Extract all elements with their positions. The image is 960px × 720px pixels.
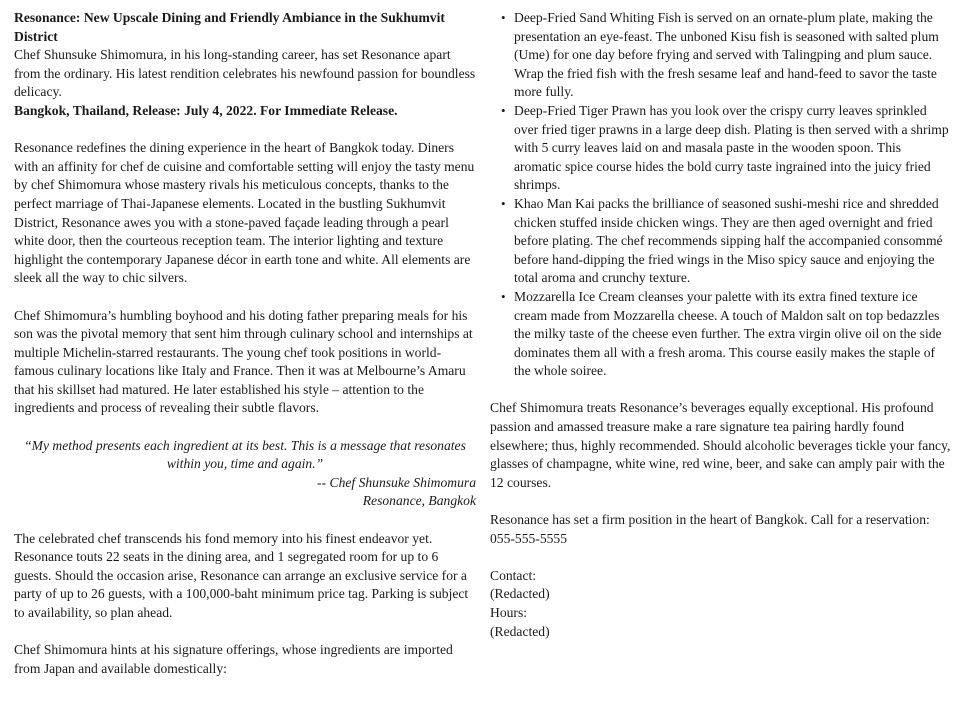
venue-details-paragraph: The celebrated chef transcends his fond memory into his finest endeavor yet. Resonance touts 22 seats in the dining area, and 1 segregated room for up to 6 guests. Should the occasion arise, Resonance can arrange an exclusive service for a party of up to 26 guests, with a 100,000-baht minimum price tag. Parking is subject to availability, so plan ahead. [14, 530, 469, 620]
spacer [490, 381, 952, 400]
bullet-icon: • [501, 195, 506, 211]
press-release-title: Resonance: New Upscale Dining and Friendly Ambiance in the Sukhumvit District [14, 10, 445, 44]
list-item [490, 102, 952, 195]
spacer [490, 548, 952, 567]
hours-label: Hours: [490, 605, 528, 620]
intro-paragraph: Resonance redefines the dining experience in the heart of Bangkok today. Diners with an affinity for chef de cuisine and comfortable setting will enjoy the tasty menu by chef Shimomura whose mastery rivals his meticulous concepts, thanks to the perfect marriage of Thai-Japanese elements. Located in the bustling Sukhumvit District, Resonance awes you with a stone-paved façade leading through a pearl white door, then the courteous reception team. The interior lighting and texture highlight the contemporary Japanese décor in earth tone and white. All elements are sleek all the way to chic silvers. [14, 140, 475, 286]
list-item [490, 288, 952, 381]
quote-attribution-name: -- Chef Shunsuke Shimomura [317, 474, 476, 490]
chef-quote-block [14, 437, 476, 511]
offering-text: Deep-Fried Tiger Prawn has you look over the crispy curry leaves sprinkled over fried tiger prawns in a large deep dish. Plating is then served with a shrimp with 5 curry leaves laid on and masala paste in the wooden spoon. This aromatic spice course hides the bold curry taste ingrained into the juicy fried shrimps. [514, 102, 949, 193]
signature-offerings-list [490, 9, 952, 381]
phone-number: 055-555-5555 [490, 530, 568, 546]
list-item [490, 195, 952, 288]
hours-value: (Redacted) [490, 623, 550, 639]
press-release-subtitle: Chef Shunsuke Shimomura, in his long-standing career, has set Resonance apart from the ordinary. His latest rendition celebrates his newfound passion for boundless delicacy. [14, 47, 476, 100]
dateline: Bangkok, Thailand, Release: July 4, 2022. For Immediate Release. [14, 102, 398, 118]
chef-quote: “My method presents each ingredient at its best. This is a message that resonates within you, time and again.” [24, 437, 466, 472]
beverages-paragraph: Chef Shimomura treats Resonance’s beverages equally exceptional. His profound passion and amassed treasure make a rare signature tea pairing hardly found elsewhere; thus, highly recommended. Should alcoholic beverages tickle your fancy, glasses of champagne, white wine, red wine, beer, and sake can amply pair with the 12 courses. [490, 400, 951, 490]
bullet-icon: • [501, 102, 506, 118]
spacer [14, 623, 476, 642]
bullet-icon: • [501, 10, 506, 25]
left-column [14, 9, 476, 678]
chef-background-paragraph: Chef Shimomura’s humbling boyhood and his doting father preparing meals for his son was the pivotal memory that sent him through culinary school and internships at multiple Michelin-starred restaurants. The young chef took positions in world-famous culinary locations like Italy and France. Then it was at Melbourne’s Amaru that his skillset had matured. He later established his style – attention to the ingredients and process of revealing their subtle flavors. [14, 307, 473, 416]
contact-label: Contact: [490, 567, 537, 583]
offerings-intro-paragraph: Chef Shimomura hints at his signature offerings, whose ingredients are imported from Japan and available domestically: [14, 642, 453, 676]
quote-attribution-place: Resonance, Bangkok [362, 493, 476, 509]
list-item [490, 9, 952, 102]
offering-text: Khao Man Kai packs the brilliance of seasoned sushi-meshi rice and shredded chicken stuffed inside chicken wings. They are then aged overnight and fried before plating. The chef recommends sipping half the accompanied consommé before hand-dipping the fried wings in the Miso spicy sauce and enjoying the total aroma and crunchy texture. [514, 195, 943, 286]
spacer [14, 418, 476, 437]
spacer [14, 288, 476, 307]
right-column [490, 9, 952, 641]
reservation-text: Resonance has set a firm position in the heart of Bangkok. Call for a reservation: [490, 512, 930, 528]
spacer [14, 121, 476, 140]
bullet-icon: • [501, 288, 506, 304]
offering-text: Deep-Fried Sand Whiting Fish is served on an ornate-plum plate, making the presentation an eye-feast. The unboned Kisu fish is seasoned with salted plum (Ume) for one day before frying and served with Talingping and plum sauce. Wrap the fried fish with the fresh sesame leaf and hand-feed to savor the taste more fully. [514, 10, 939, 100]
spacer [14, 511, 476, 530]
contact-value: (Redacted) [490, 586, 550, 602]
spacer [490, 492, 952, 511]
offering-text: Mozzarella Ice Cream cleanses your palette with its extra fined texture ice cream made from Mozzarella cheese. A touch of Maldon salt on top bedazzles the milky taste of the cheese even further. The extra virgin olive oil on the side dominates them all with a fresh aroma. This course easily makes the staple of the whole soiree. [514, 288, 942, 379]
